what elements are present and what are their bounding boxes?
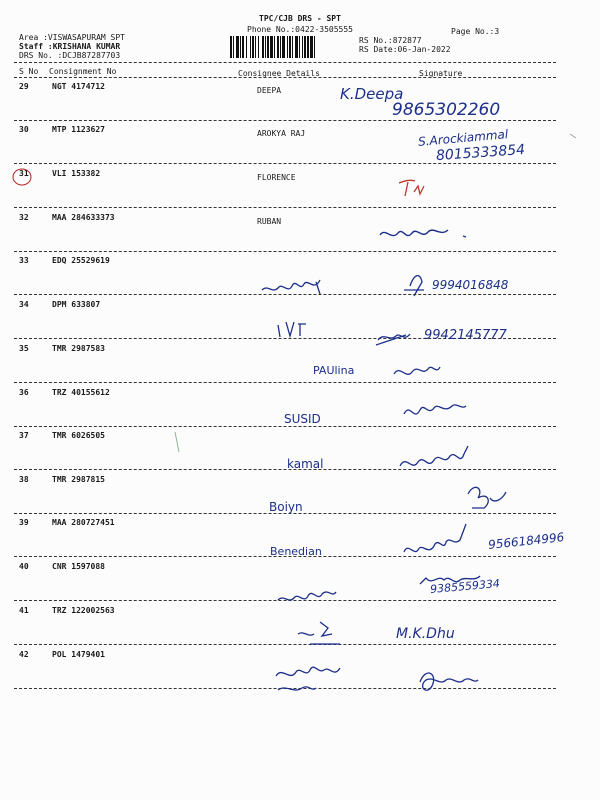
row-40-name-scribble <box>278 592 336 600</box>
document-title: TPC/CJB DRS - SPT <box>259 14 341 23</box>
stray-mark <box>175 432 179 452</box>
row-serial-number: 37 <box>19 431 29 440</box>
row-consignment-number: VLI 153382 <box>52 169 101 178</box>
row-consignee-name: RUBAN <box>257 217 282 226</box>
row-31-handwritten-sig <box>398 181 399 182</box>
row-consignment-number: TRZ 122002563 <box>52 606 115 615</box>
row-consignment-number: TMR 6026505 <box>52 431 105 440</box>
area-label: Area :VISWASAPURAM SPT <box>19 33 125 42</box>
row-consignment-number: MAA 284633373 <box>52 213 115 222</box>
row-31-circle-mark <box>13 169 31 185</box>
stray-mark-right <box>570 134 576 138</box>
row-consignee-name: AROKYA RAJ <box>257 129 306 138</box>
col-sno: S No <box>19 67 39 76</box>
row-consignment-number: TMR 2987815 <box>52 475 105 484</box>
row-35-signature <box>394 367 440 374</box>
row-33-name-scribble <box>262 280 320 294</box>
row-39-handwritten-phone: 9566184996 <box>487 530 565 552</box>
row-36-handwritten-name: SUSID <box>284 412 321 426</box>
row-consignment-number: CNR 1597088 <box>52 562 105 571</box>
row-34-handwritten-phone: 9942145777 <box>424 328 507 343</box>
phone-number: Phone No.:0422-3505555 <box>247 25 353 34</box>
row-41-handwritten-sig: M.K.Dhu <box>396 626 455 642</box>
row-consignment-number: NGT 4174712 <box>52 82 105 91</box>
row-serial-number: 41 <box>19 606 29 615</box>
row-serial-number: 36 <box>19 388 29 397</box>
row-34-name-scribble <box>278 322 306 337</box>
row-serial-number: 39 <box>19 518 29 527</box>
staff-label: Staff :KRISHANA KUMAR <box>19 42 121 51</box>
row-34-signature <box>376 334 410 345</box>
row-42-name-scribble <box>276 667 340 690</box>
row-consignment-number: POL 1479401 <box>52 650 105 659</box>
col-consignment: Consignment No <box>49 67 117 76</box>
row-consignee-name: DEEPA <box>257 86 282 95</box>
row-serial-number: 40 <box>19 562 29 571</box>
row-consignment-number: TRZ 40155612 <box>52 388 110 397</box>
row-36-signature <box>404 405 466 414</box>
row-consignee-name: FLORENCE <box>257 173 296 182</box>
row-33-handwritten-phone: 9994016848 <box>432 278 509 292</box>
row-35-handwritten-name: PAUlina <box>313 364 355 377</box>
row-30-handwritten-phone: 8015333854 <box>435 141 526 165</box>
row-37-signature <box>400 446 468 466</box>
row-42-signature <box>420 673 478 690</box>
row-serial-number: 42 <box>19 650 29 659</box>
row-serial-number: 31 <box>19 169 29 178</box>
row-serial-number: 34 <box>19 300 29 309</box>
page-number: Page No.:3 <box>451 27 500 36</box>
row-37-handwritten-name: kamal <box>287 457 324 471</box>
row-31-tn-mark <box>399 180 424 196</box>
row-39-handwritten-name: Benedian <box>270 545 322 558</box>
row-serial-number: 35 <box>19 344 29 353</box>
row-30-handwritten-sig: S.Arockiammal <box>417 127 509 149</box>
row-29-handwritten-sig: K.Deepa <box>340 85 404 103</box>
row-serial-number: 30 <box>19 125 29 134</box>
row-serial-number: 33 <box>19 256 29 265</box>
row-consignment-number: MAA 280727451 <box>52 518 115 527</box>
col-consignee: Consignee Details <box>238 69 320 78</box>
row-29-handwritten-phone: 9865302260 <box>392 100 501 120</box>
row-40-handwritten-phone: 9385559334 <box>429 576 501 597</box>
row-serial-number: 38 <box>19 475 29 484</box>
rs-date: RS Date:06-Jan-2022 <box>359 45 451 54</box>
row-consignment-number: TMR 2987583 <box>52 344 105 353</box>
rs-number: RS No.:872877 <box>359 36 422 45</box>
row-consignment-number: MTP 1123627 <box>52 125 105 134</box>
row-consignment-number: DPM 633807 <box>52 300 101 309</box>
row-consignment-number: EDQ 25529619 <box>52 256 110 265</box>
row-33-signature <box>404 276 424 296</box>
row-39-signature <box>404 524 466 552</box>
row-serial-number: 29 <box>19 82 29 91</box>
row-38-handwritten-name: Boiyn <box>269 500 303 514</box>
row-38-signature <box>468 487 506 508</box>
row-32-signature <box>380 230 466 237</box>
row-serial-number: 32 <box>19 213 29 222</box>
row-41-name-scribble <box>298 622 340 644</box>
drs-number: DRS No. :DCJB87287703 <box>19 51 121 60</box>
col-signature: Signature <box>419 69 463 78</box>
